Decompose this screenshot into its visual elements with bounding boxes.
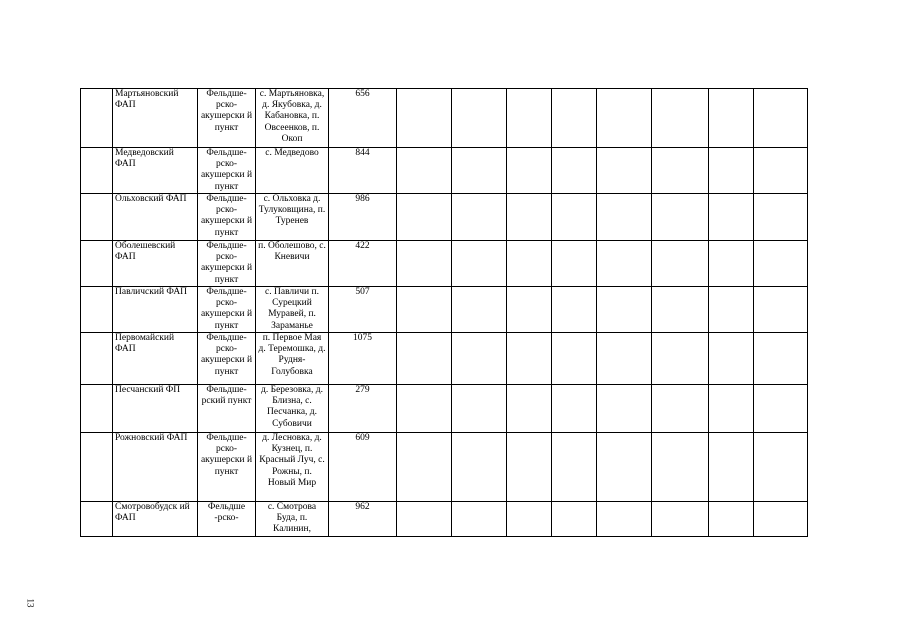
empty-cell [709,194,754,241]
empty-cell [597,89,652,148]
facility-type-cell: Фельдше-рско-акушерски й пункт [198,433,256,502]
empty-cell [507,385,552,433]
empty-cell [652,433,709,502]
table-row [81,194,808,241]
empty-cell [507,89,552,148]
facilities-table [80,88,808,537]
settlements-cell: с. Ольховка д. Тулуковщина, п. Туренев [256,194,329,241]
empty-cell [597,502,652,537]
table-row [81,89,808,148]
population-cell: 507 [329,287,397,333]
empty-cell [397,148,452,194]
empty-cell [452,433,507,502]
population-cell: 656 [329,89,397,148]
empty-cell [452,385,507,433]
empty-cell [397,385,452,433]
empty-cell [452,333,507,385]
empty-cell [452,502,507,537]
empty-cell [397,194,452,241]
index-cell [81,502,113,537]
empty-cell [754,241,808,287]
facility-name-cell: Оболешевский ФАП [113,241,198,287]
facility-type-cell: Фельдше-рско-акушерски й пункт [198,148,256,194]
table-row [81,148,808,194]
population-cell: 609 [329,433,397,502]
index-cell [81,433,113,502]
table-row [81,502,808,537]
facility-name-cell: Смотровобудск ий ФАП [113,502,198,537]
table-row [81,333,808,385]
empty-cell [507,241,552,287]
empty-cell [754,194,808,241]
empty-cell [397,241,452,287]
empty-cell [709,148,754,194]
empty-cell [709,287,754,333]
empty-cell [652,194,709,241]
empty-cell [507,287,552,333]
empty-cell [397,502,452,537]
empty-cell [709,385,754,433]
empty-cell [552,433,597,502]
empty-cell [754,148,808,194]
empty-cell [452,89,507,148]
settlements-cell: с. Смотрова Буда, п. Калинин, [256,502,329,537]
empty-cell [507,194,552,241]
empty-cell [709,89,754,148]
empty-cell [507,433,552,502]
empty-cell [552,148,597,194]
empty-cell [652,89,709,148]
population-cell: 844 [329,148,397,194]
empty-cell [552,333,597,385]
empty-cell [754,287,808,333]
empty-cell [652,241,709,287]
facility-type-cell: Фельдше-рско-акушерски й пункт [198,287,256,333]
index-cell [81,148,113,194]
empty-cell [709,241,754,287]
empty-cell [652,287,709,333]
index-cell [81,385,113,433]
empty-cell [397,333,452,385]
empty-cell [397,287,452,333]
empty-cell [597,194,652,241]
population-cell: 1075 [329,333,397,385]
settlements-cell: п. Первое Мая д. Теремошка, д. Рудня-Голубовка [256,333,329,385]
empty-cell [754,89,808,148]
empty-cell [597,433,652,502]
empty-cell [652,502,709,537]
empty-cell [709,433,754,502]
empty-cell [754,385,808,433]
index-cell [81,287,113,333]
empty-cell [597,385,652,433]
empty-cell [507,333,552,385]
empty-cell [709,502,754,537]
empty-cell [754,333,808,385]
population-cell: 986 [329,194,397,241]
empty-cell [552,194,597,241]
page-number: 13 [25,598,36,608]
index-cell [81,194,113,241]
table-row [81,433,808,502]
facility-name-cell: Мартьяновский ФАП [113,89,198,148]
facility-type-cell: Фельдше -рско- [198,502,256,537]
index-cell [81,89,113,148]
settlements-cell: с. Мартьяновка, д. Якубовка, д. Кабановка, п. Овсеенков, п. Окоп [256,89,329,148]
empty-cell [552,241,597,287]
settlements-cell: с. Павличи п. Сурецкий Муравей, п. Зараманье [256,287,329,333]
facility-type-cell: Фельдше-рский пункт [198,385,256,433]
facility-name-cell: Песчанский ФП [113,385,198,433]
empty-cell [552,89,597,148]
empty-cell [507,502,552,537]
population-cell: 279 [329,385,397,433]
empty-cell [597,333,652,385]
empty-cell [754,502,808,537]
facility-name-cell: Медведовский ФАП [113,148,198,194]
population-cell: 962 [329,502,397,537]
empty-cell [452,148,507,194]
empty-cell [552,502,597,537]
facility-name-cell: Первомайский ФАП [113,333,198,385]
empty-cell [652,333,709,385]
table-row [81,287,808,333]
index-cell [81,333,113,385]
empty-cell [397,89,452,148]
empty-cell [552,385,597,433]
facility-type-cell: Фельдше-рско-акушерски й пункт [198,333,256,385]
settlements-cell: п. Оболешово, с. Кневичи [256,241,329,287]
empty-cell [452,241,507,287]
empty-cell [709,333,754,385]
facility-type-cell: Фельдше-рско-акушерски й пункт [198,89,256,148]
table-row [81,241,808,287]
empty-cell [754,433,808,502]
settlements-cell: д. Березовка, д. Близна, с. Песчанка, д. Субовичи [256,385,329,433]
empty-cell [652,385,709,433]
facility-name-cell: Рожновский ФАП [113,433,198,502]
empty-cell [597,287,652,333]
facility-name-cell: Павличский ФАП [113,287,198,333]
population-cell: 422 [329,241,397,287]
empty-cell [452,194,507,241]
index-cell [81,241,113,287]
empty-cell [452,287,507,333]
empty-cell [397,433,452,502]
empty-cell [507,148,552,194]
empty-cell [597,241,652,287]
facility-name-cell: Ольховский ФАП [113,194,198,241]
facility-type-cell: Фельдше-рско-акушерски й пункт [198,241,256,287]
settlements-cell: д. Лесновка, д. Кузнец, п. Красный Луч, с. Рожны, п. Новый Мир [256,433,329,502]
facility-type-cell: Фельдше-рско-акушерски й пункт [198,194,256,241]
empty-cell [552,287,597,333]
table-row [81,385,808,433]
empty-cell [597,148,652,194]
settlements-cell: с. Медведово [256,148,329,194]
empty-cell [652,148,709,194]
